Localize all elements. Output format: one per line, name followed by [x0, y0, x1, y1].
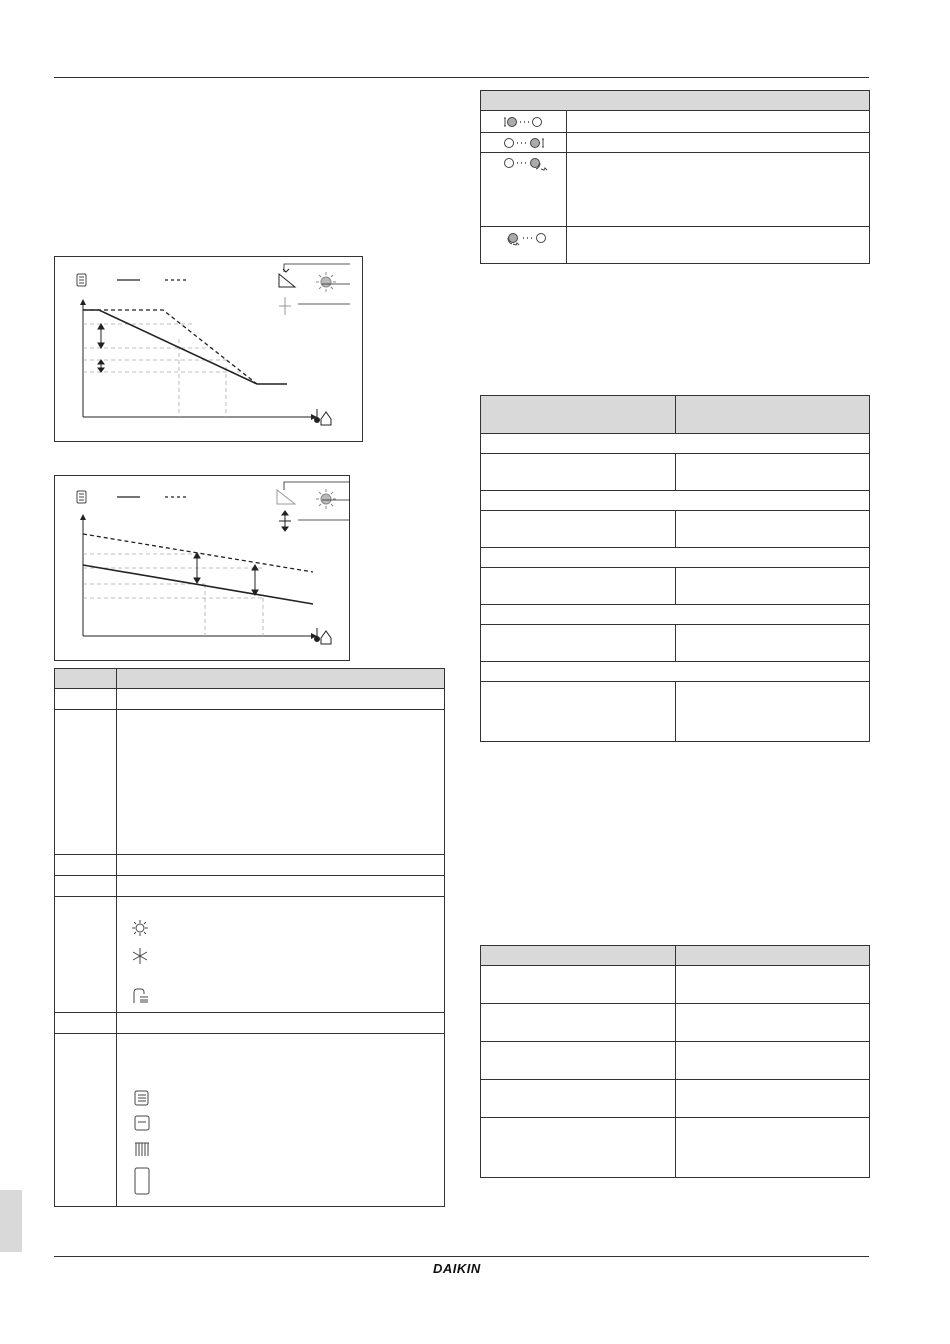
shifted-curve — [83, 310, 257, 384]
shifted-curve — [83, 534, 313, 572]
thermometer-house-icon — [315, 409, 332, 425]
underfloor-heating-icon — [77, 274, 86, 286]
values-row-2-col2 — [676, 1004, 870, 1042]
values-row-3-col1 — [481, 1042, 676, 1080]
radiator-icon — [133, 1140, 151, 1158]
guide-lines — [83, 554, 263, 636]
symbols-row-3-text — [567, 153, 870, 227]
settings-row-2-col2 — [676, 511, 870, 548]
settings-group-1 — [481, 434, 870, 454]
legend-row-b-key — [55, 710, 117, 855]
settings-row-3-col2 — [676, 568, 870, 605]
symbols-header — [481, 91, 870, 111]
left-thumb-active-icon — [503, 115, 547, 129]
brand-logo: DAIKIN — [433, 1261, 481, 1276]
legend-header-item — [55, 669, 117, 689]
values-row-1-col2 — [676, 966, 870, 1004]
values-table — [480, 945, 870, 1178]
legend-row-a-text — [117, 689, 445, 710]
right-thumb-active-icon — [503, 136, 547, 150]
y-axis-arrow — [80, 299, 86, 305]
tank-icon — [133, 1166, 151, 1196]
base-curve — [83, 310, 287, 384]
symbols-row-3-icon — [481, 153, 567, 227]
symbols-row-4-text — [567, 227, 870, 264]
right-thumb-turn-icon — [503, 156, 551, 172]
settings-row-4-col2 — [676, 625, 870, 662]
values-row-4-col1 — [481, 1080, 676, 1118]
y-axis-arrow — [80, 514, 86, 520]
legend-row-c-text — [117, 855, 445, 876]
legend-row-d-key — [55, 876, 117, 897]
header-rule — [54, 77, 869, 78]
values-row-1-col1 — [481, 966, 676, 1004]
symbols-row-2-icon — [481, 133, 567, 153]
settings-row-4-col1 — [481, 625, 676, 662]
settings-row-1-col2 — [676, 454, 870, 491]
figure2-callouts — [280, 476, 370, 526]
settings-row-5-col2 — [676, 682, 870, 742]
sun-icon — [131, 919, 149, 937]
symbols-row-1-text — [567, 111, 870, 133]
figure1-callouts — [280, 258, 370, 308]
left-thumb-turn-icon — [503, 231, 551, 247]
values-header-col2 — [676, 946, 870, 966]
symbols-row-4-icon — [481, 227, 567, 264]
underfloor-heating-icon — [133, 1089, 151, 1107]
legend-row-a-key — [55, 689, 117, 710]
values-row-4-col2 — [676, 1080, 870, 1118]
values-row-3-col2 — [676, 1042, 870, 1080]
tap-icon — [131, 987, 151, 1005]
side-tab — [0, 1190, 22, 1252]
legend-table — [54, 668, 445, 1207]
snowflake-icon — [131, 947, 149, 965]
symbols-row-1-icon — [481, 111, 567, 133]
underfloor-heating-icon — [77, 491, 86, 503]
settings-row-1-col1 — [481, 454, 676, 491]
legend-row-e-icons — [117, 897, 445, 1013]
settings-group-3 — [481, 548, 870, 568]
legend-row-g-icons — [117, 1034, 445, 1207]
settings-table — [480, 395, 870, 742]
settings-row-3-col1 — [481, 568, 676, 605]
legend-row-e-key — [55, 897, 117, 1013]
settings-group-5 — [481, 662, 870, 682]
guide-lines — [83, 324, 240, 417]
settings-row-2-col1 — [481, 511, 676, 548]
settings-group-4 — [481, 605, 870, 625]
footer-rule — [54, 1256, 869, 1257]
legend-row-f-text — [117, 1013, 445, 1034]
values-header-col1 — [481, 946, 676, 966]
thermometer-house-icon — [315, 628, 332, 644]
values-row-2-col1 — [481, 1004, 676, 1042]
legend-row-d-text — [117, 876, 445, 897]
fan-coil-unit-icon — [133, 1114, 151, 1132]
settings-header-col1 — [481, 396, 676, 434]
legend-row-c-key — [55, 855, 117, 876]
settings-row-5-col1 — [481, 682, 676, 742]
legend-header-description — [117, 669, 445, 689]
settings-header-col2 — [676, 396, 870, 434]
legend-row-b-text — [117, 710, 445, 855]
values-row-5-col1 — [481, 1118, 676, 1178]
symbols-row-2-text — [567, 133, 870, 153]
legend-row-g-key — [55, 1034, 117, 1207]
values-row-5-col2 — [676, 1118, 870, 1178]
settings-group-2 — [481, 491, 870, 511]
legend-row-f-key — [55, 1013, 117, 1034]
symbols-table — [480, 90, 870, 264]
